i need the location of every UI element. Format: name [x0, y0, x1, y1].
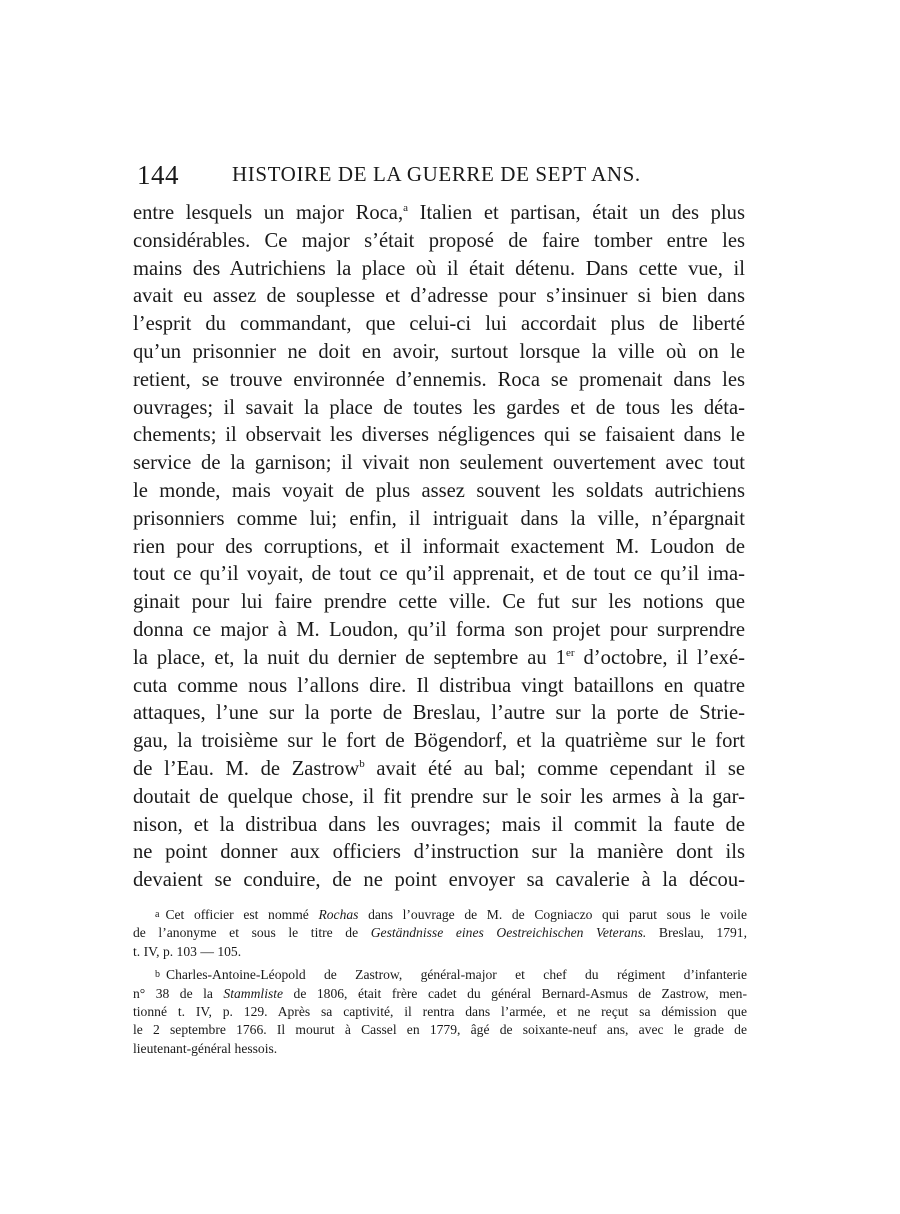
- footnotes: [133, 906, 747, 1058]
- text-line: [133, 728, 745, 756]
- text-line: [133, 812, 745, 840]
- text-line: [133, 367, 745, 395]
- text-line: [133, 839, 745, 867]
- text-run: devaient se conduire, de ne point envoyer sa cavalerie à la décou-: [133, 869, 745, 892]
- footnote: [133, 966, 747, 1058]
- text-run: cuta comme nous l’allons dire. Il distribua vingt bataillons en quatre: [133, 674, 745, 697]
- text-run: considérables. Ce major s’était proposé de faire tomber entre les: [133, 229, 745, 252]
- italic-title: Rochas: [318, 907, 359, 922]
- text-line: [133, 200, 745, 228]
- text-run: ginait pour lui faire prendre cette ville. Ce fut sur les notions que: [133, 591, 745, 614]
- text-run: d’octobre, il l’exé-: [574, 646, 745, 669]
- main-text: [133, 200, 745, 895]
- footnote-line: [133, 943, 747, 961]
- text-line: [133, 450, 745, 478]
- footnote: [133, 906, 747, 961]
- text-line: [133, 478, 745, 506]
- text-run: retient, se trouve environnée d’ennemis. Roca se promenait dans les: [133, 368, 745, 391]
- footnote-line: [133, 906, 747, 924]
- text-line: [133, 589, 745, 617]
- footnote-line: [133, 1021, 747, 1039]
- text-run: de l’anonyme et sous le titre de: [133, 925, 371, 941]
- text-run: le monde, mais voyait de plus assez souvent les soldats autrichiens: [133, 479, 745, 502]
- text-line: [133, 506, 745, 534]
- note-reference: b: [359, 757, 365, 770]
- text-run: nison, et la distribua dans les ouvrages; mais il commit la faute de: [133, 813, 745, 836]
- text-run: Cet officier est nommé: [165, 907, 319, 922]
- text-run: mains des Autrichiens la place où il était détenu. Dans cette vue, il: [133, 257, 745, 280]
- text-run: avait été au bal; comme cependant il se: [364, 757, 745, 780]
- text-run: le 2 septembre 1766. Il mourut à Cassel en 1779, âgé de soixante-neuf ans, avec le grade de: [133, 1022, 747, 1038]
- text-line: [133, 645, 745, 673]
- italic-title: Stammliste: [223, 985, 284, 1001]
- text-run: tout ce qu’il voyait, de tout ce qu’il apprenait, et de tout ce qu’il ima-: [133, 563, 745, 586]
- text-run: attaques, l’une sur la porte de Breslau, l’autre sur la porte de Strie-: [133, 702, 745, 725]
- running-head: [137, 160, 757, 194]
- text-run: avait eu assez de souplesse et d’adresse pour s’insinuer si bien dans: [133, 285, 745, 308]
- text-line: [133, 422, 745, 450]
- footnote-line: [133, 1040, 747, 1058]
- text-run: rien pour des corruptions, et il informait exactement M. Loudon de: [133, 535, 745, 558]
- text-line: [133, 673, 745, 701]
- footnote-marker: a: [155, 909, 160, 920]
- text-run: qu’un prisonnier ne doit en avoir, surtout lorsque la ville où on le: [133, 340, 745, 363]
- italic-title: Geständnisse eines Oestreichischen Veterans.: [370, 925, 647, 941]
- text-run: prisonniers comme lui; enfin, il intriguait dans la ville, n’épargnait: [133, 507, 745, 530]
- text-run: chements; il observait les diverses négligences qui se faisaient dans le: [133, 424, 745, 447]
- text-line: [133, 256, 745, 284]
- text-run: ne point donner aux officiers d’instruction sur la manière dont ils: [133, 841, 745, 864]
- footnote-line: [133, 1003, 747, 1021]
- text-run: doutait de quelque chose, il fit prendre sur le soir les armes à la gar-: [133, 785, 745, 808]
- text-line: [133, 228, 745, 256]
- text-run: Charles-Antoine-Léopold de Zastrow, général-major et chef du régiment d’infanterie: [166, 967, 747, 983]
- text-line: [133, 339, 745, 367]
- text-line: [133, 395, 745, 423]
- footnote-line: [133, 924, 747, 942]
- footnote-line: [133, 966, 747, 984]
- text-run: Breslau, 1791,: [646, 925, 747, 941]
- text-run: de l’Eau. M. de Zastrow: [133, 757, 360, 780]
- text-line: [133, 784, 745, 812]
- text-run: t. IV, p. 103 — 105.: [133, 943, 242, 959]
- text-line: [133, 534, 745, 562]
- text-line: [133, 311, 745, 339]
- footnote-line: [133, 985, 747, 1003]
- text-run: la place, et, la nuit du dernier de septembre au 1: [133, 646, 566, 669]
- text-line: [133, 561, 745, 589]
- text-line: [133, 756, 745, 784]
- note-reference: a: [403, 202, 408, 214]
- text-line: [133, 283, 745, 311]
- text-line: [133, 617, 745, 645]
- text-run: n° 38 de la: [133, 985, 224, 1001]
- text-line: [133, 867, 745, 895]
- running-title: HISTOIRE DE LA GUERRE DE SEPT ANS.: [232, 162, 641, 186]
- text-run: l’esprit du commandant, que celui-ci lui accordait plus de liberté: [133, 313, 745, 336]
- text-run: entre lesquels un major Roca,: [133, 202, 404, 224]
- text-line: [133, 700, 745, 728]
- note-reference: er: [565, 646, 575, 659]
- text-run: service de la garnison; il vivait non seulement ouvertement avec tout: [133, 452, 745, 475]
- text-run: de 1806, était frère cadet du général Bernard-Asmus de Zastrow, men-: [283, 985, 748, 1001]
- footnote-marker: b: [155, 969, 160, 981]
- text-run: ouvrages; il savait la place de toutes les gardes et de tous les déta-: [133, 396, 745, 419]
- page-number: 144: [137, 160, 179, 190]
- text-run: Italien et partisan, était un des plus: [407, 202, 745, 224]
- text-run: gau, la troisième sur le fort de Bögendorf, et la quatrième sur le fort: [133, 730, 745, 753]
- text-run: tionné t. IV, p. 129. Après sa captivité, il rentra dans l’armée, et ne reçut sa démission que: [133, 1003, 747, 1019]
- text-run: donna ce major à M. Loudon, qu’il forma son projet pour surprendre: [133, 618, 745, 641]
- text-run: dans l’ouvrage de M. de Cogniaczo qui parut sous le voile: [358, 907, 747, 922]
- text-run: lieutenant-général hessois.: [133, 1040, 278, 1056]
